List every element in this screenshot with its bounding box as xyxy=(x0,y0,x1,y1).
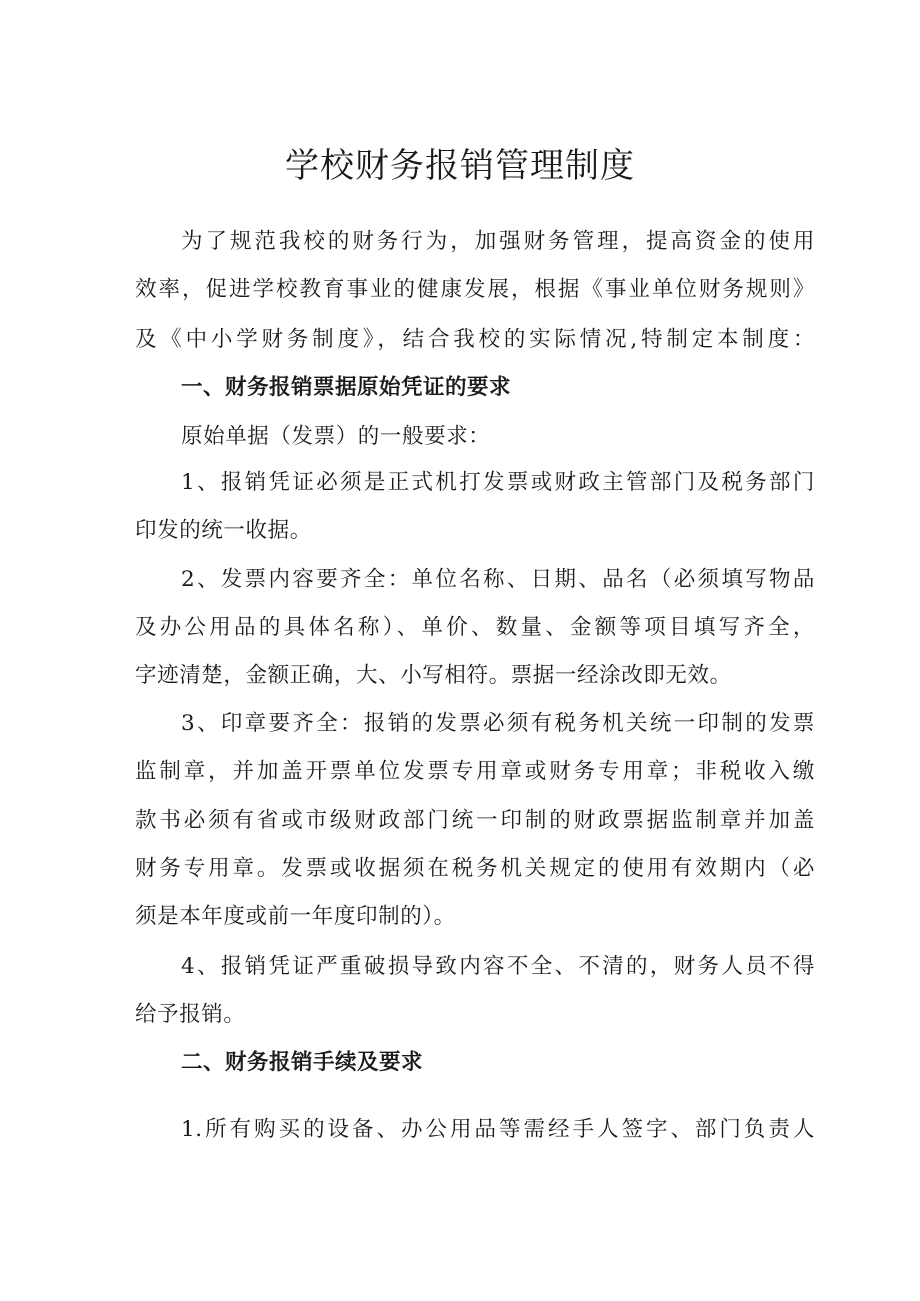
section-1-item-2-line-1: 2、发票内容要齐全：单位名称、日期、品名（必须填写物品 xyxy=(181,567,815,592)
section-1-item-3-line-5: 须是本年度或前一年度印制的）。 xyxy=(135,904,456,929)
section-2-heading: 二、财务报销手续及要求 xyxy=(181,1050,424,1075)
section-1-item-4-line-2: 给予报销。 xyxy=(135,1002,246,1027)
section-1-item-2-line-2: 及办公用品的具体名称）、单价、数量、金额等项目填写齐全， xyxy=(135,615,815,640)
intro-line-1: 为了规范我校的财务行为，加强财务管理，提高资金的使用 xyxy=(181,229,815,254)
document-title: 学校财务报销管理制度 xyxy=(285,146,635,186)
intro-line-2: 效率，促进学校教育事业的健康发展，根据《事业单位财务规则》 xyxy=(135,277,815,302)
section-2-item-1-line-1: 1.所有购买的设备、办公用品等需经手人签字、部门负责人 xyxy=(181,1117,815,1142)
section-1-subheading: 原始单据（发票）的一般要求： xyxy=(181,424,491,449)
section-1-heading: 一、财务报销票据原始凭证的要求 xyxy=(181,375,512,400)
section-1-item-2-line-3: 字迹清楚，金额正确，大、小写相符。票据一经涂改即无效。 xyxy=(135,663,732,688)
section-1-item-1-line-1: 1、报销凭证必须是正式机打发票或财政主管部门及税务部门 xyxy=(181,470,815,495)
section-1-item-4-line-1: 4、报销凭证严重破损导致内容不全、不清的，财务人员不得 xyxy=(181,954,815,979)
section-1-item-3-line-4: 财务专用章。发票或收据须在税务机关规定的使用有效期内（必 xyxy=(135,856,815,881)
section-1-item-3-line-2: 监制章，并加盖开票单位发票专用章或财务专用章；非税收入缴 xyxy=(135,759,815,784)
intro-line-3: 及《中小学财务制度》，结合我校的实际情况,特制定本制度： xyxy=(135,327,815,352)
section-1-item-3-line-1: 3、印章要齐全：报销的发票必须有税务机关统一印制的发票 xyxy=(181,711,815,736)
section-1-item-3-line-3: 款书必须有省或市级财政部门统一印制的财政票据监制章并加盖 xyxy=(135,808,815,833)
section-1-item-1-line-2: 印发的统一收据。 xyxy=(135,518,312,543)
